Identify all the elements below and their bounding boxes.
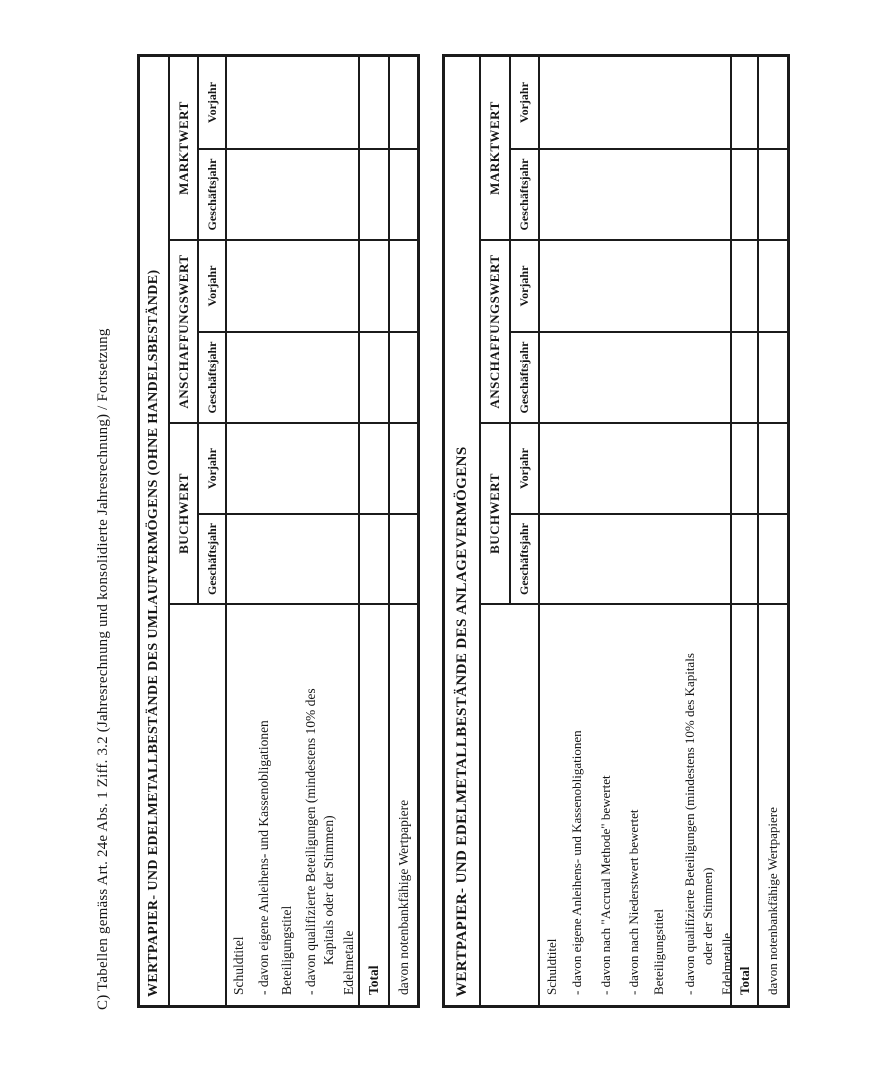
row-label-beteiligungstitel: Beteiligungstitel	[651, 909, 666, 995]
value-cell	[390, 57, 417, 148]
table-title: WERTPAPIER- UND EDELMETALLBESTÄNDE DES ANLAGEVERMÖGENS	[445, 57, 481, 1005]
value-cell	[540, 331, 732, 422]
row-label-beteiligungstitel: Beteiligungstitel	[279, 905, 294, 995]
row-label-davon-qualifizierte-wrap: oder der Stimmen)	[700, 867, 715, 965]
row-label-schuldtitel: Schuldtitel	[231, 936, 246, 995]
value-cell	[390, 148, 417, 239]
value-cell	[390, 422, 417, 513]
row-labels-block	[227, 603, 360, 1005]
total-row-label: Total	[732, 603, 759, 1005]
value-cell	[540, 148, 732, 239]
value-cell	[759, 422, 787, 513]
footer-row-label: davon notenbankfähige Wertpapiere	[390, 603, 417, 1005]
value-cell	[227, 148, 360, 239]
col-group-buchwert: BUCHWERT	[170, 422, 199, 603]
value-cell	[540, 57, 732, 148]
subcol-buchwert-geschaeftsjahr: Geschäftsjahr	[199, 513, 227, 603]
value-cell	[759, 148, 787, 239]
row-label-davon-niederstwert: - davon nach Niederstwert bewertet	[626, 809, 641, 995]
row-label-davon-qualifizierte-wrap: Kapitals oder der Stimmen)	[321, 815, 336, 965]
subcol-buchwert-vorjahr: Vorjahr	[199, 422, 227, 513]
value-cell	[732, 148, 759, 239]
value-cell	[732, 422, 759, 513]
value-cell	[360, 239, 390, 331]
corner-cell	[481, 603, 540, 1005]
subcol-anschaffungswert-vorjahr: Vorjahr	[199, 239, 227, 331]
value-cell	[732, 57, 759, 148]
row-label-davon-eigene-anleihen: - davon eigene Anleihens- und Kassenobligationen	[256, 720, 271, 995]
page-heading: C) Tabellen gemäss Art. 24e Abs. 1 Ziff. 3.2 (Jahresrechnung und konsolidierte Jahresrechnung) / Fortsetzung	[95, 328, 111, 1010]
value-cell	[732, 331, 759, 422]
row-label-edelmetalle: Edelmetalle	[341, 930, 356, 995]
value-cell	[390, 331, 417, 422]
row-label-davon-accrual-methode: - davon nach "Accrual Methode" bewertet	[598, 775, 613, 995]
footer-row-label: davon notenbankfähige Wertpapiere	[759, 603, 787, 1005]
value-cell	[390, 513, 417, 603]
subcol-anschaffungswert-vorjahr: Vorjahr	[511, 239, 540, 331]
subcol-anschaffungswert-geschaeftsjahr: Geschäftsjahr	[199, 331, 227, 422]
value-cell	[227, 331, 360, 422]
col-group-anschaffungswert: ANSCHAFFUNGSWERT	[481, 239, 511, 422]
table-anlagevermoegen	[442, 54, 790, 1008]
corner-cell	[170, 603, 227, 1005]
col-group-buchwert: BUCHWERT	[481, 422, 511, 603]
value-cell	[390, 239, 417, 331]
value-cell	[360, 331, 390, 422]
value-cell	[540, 422, 732, 513]
subcol-marktwert-geschaeftsjahr: Geschäftsjahr	[199, 148, 227, 239]
col-group-marktwert: MARKTWERT	[170, 57, 199, 239]
row-label-davon-qualifizierte: - davon qualifizierte Beteiligungen (mindestens 10% des Kapitals	[682, 653, 697, 995]
subcol-marktwert-geschaeftsjahr: Geschäftsjahr	[511, 148, 540, 239]
value-cell	[227, 239, 360, 331]
row-label-davon-eigene-anleihen: - davon eigene Anleihens- und Kassenobligationen	[569, 730, 584, 995]
value-cell	[732, 239, 759, 331]
value-cell	[540, 239, 732, 331]
table-umlaufvermoegen	[137, 54, 420, 1008]
value-cell	[759, 513, 787, 603]
total-row-label: Total	[360, 603, 390, 1005]
subcol-marktwert-vorjahr: Vorjahr	[511, 57, 540, 148]
value-cell	[360, 422, 390, 513]
value-cell	[360, 57, 390, 148]
value-cell	[732, 513, 759, 603]
col-group-marktwert: MARKTWERT	[481, 57, 511, 239]
col-group-anschaffungswert: ANSCHAFFUNGSWERT	[170, 239, 199, 422]
row-label-davon-qualifizierte: - davon qualifizierte Beteiligungen (mindestens 10% des	[303, 688, 318, 995]
value-cell	[759, 57, 787, 148]
value-cell	[759, 239, 787, 331]
row-labels-block	[540, 603, 732, 1005]
subcol-marktwert-vorjahr: Vorjahr	[199, 57, 227, 148]
subcol-anschaffungswert-geschaeftsjahr: Geschäftsjahr	[511, 331, 540, 422]
value-cell	[360, 148, 390, 239]
value-cell	[227, 57, 360, 148]
table-title: WERTPAPIER- UND EDELMETALLBESTÄNDE DES UMLAUFVERMÖGENS (OHNE HANDELSBESTÄNDE)	[140, 57, 170, 1005]
row-label-schuldtitel: Schuldtitel	[544, 938, 559, 995]
row-label-edelmetalle: Edelmetalle	[719, 932, 734, 995]
value-cell	[360, 513, 390, 603]
value-cell	[227, 422, 360, 513]
value-cell	[759, 331, 787, 422]
subcol-buchwert-geschaeftsjahr: Geschäftsjahr	[511, 513, 540, 603]
subcol-buchwert-vorjahr: Vorjahr	[511, 422, 540, 513]
value-cell	[540, 513, 732, 603]
value-cell	[227, 513, 360, 603]
